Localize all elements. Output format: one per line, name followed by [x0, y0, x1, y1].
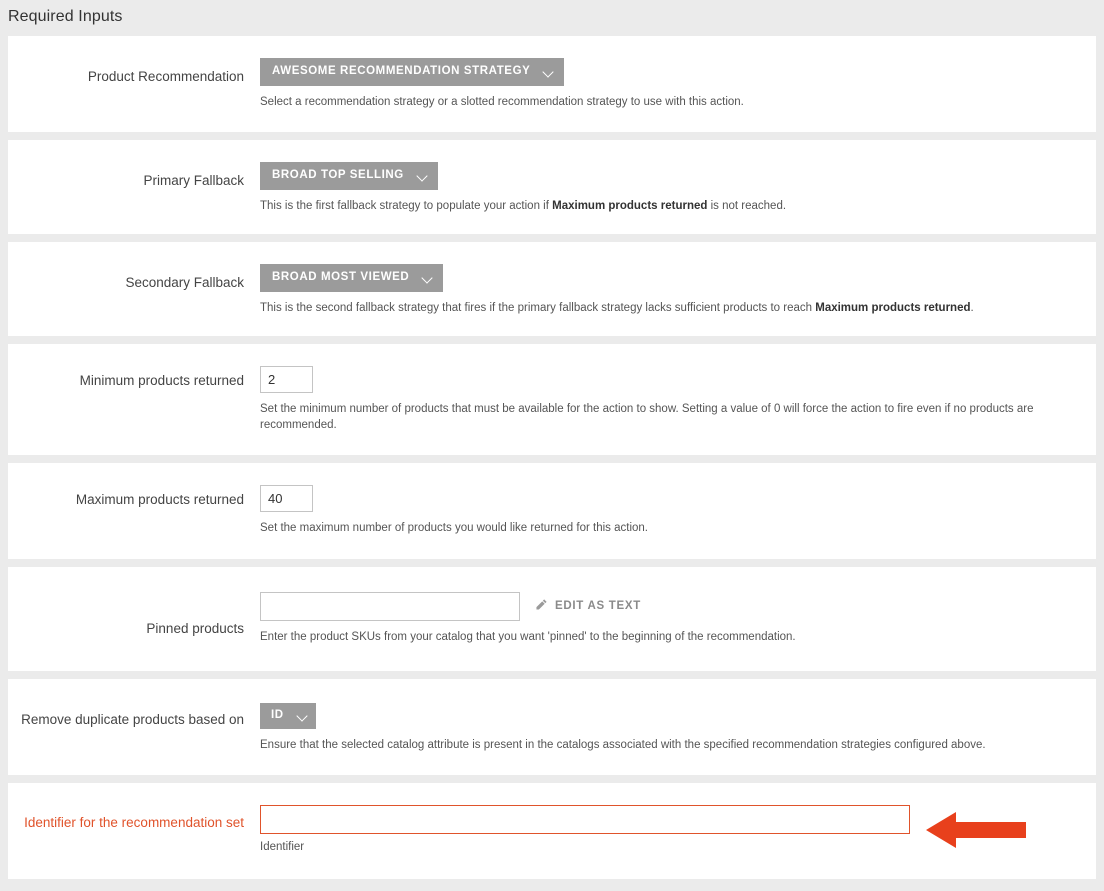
- primary-fallback-help: [260, 199, 1080, 215]
- primary-fallback-help-bold: Maximum products returned: [552, 199, 708, 212]
- chevron-down-icon: [298, 711, 308, 721]
- pinned-products-input[interactable]: [260, 592, 520, 621]
- chevron-down-icon: [418, 171, 428, 181]
- field-row-primary-fallback: [8, 140, 1096, 234]
- secondary-fallback-dropdown[interactable]: [260, 264, 443, 292]
- field-row-secondary-fallback: [8, 242, 1096, 336]
- primary-fallback-help-pre: This is the first fallback strategy to populate your action if: [260, 199, 553, 212]
- product-recommendation-help: Select a recommendation strategy or a slotted recommendation strategy to use with this action.: [260, 95, 744, 108]
- remove-duplicates-dropdown[interactable]: [260, 703, 316, 729]
- identifier-input[interactable]: [260, 805, 910, 834]
- field-row-remove-duplicates: [8, 679, 1096, 775]
- identifier-field: [260, 805, 1096, 853]
- primary-fallback-field: [260, 162, 1096, 214]
- primary-fallback-dropdown-value: BROAD TOP SELLING: [272, 169, 404, 182]
- maximum-products-input[interactable]: [260, 485, 313, 512]
- maximum-products-field: [260, 485, 1096, 537]
- chevron-down-icon: [423, 273, 433, 283]
- pinned-products-field: [260, 592, 1096, 646]
- secondary-fallback-help-post: .: [970, 301, 974, 314]
- maximum-products-help: Set the maximum number of products you would like returned for this action.: [260, 522, 648, 535]
- edit-as-text-label: EDIT AS TEXT: [555, 600, 641, 613]
- field-row-maximum-products: [8, 463, 1096, 559]
- product-recommendation-label: Product Recommendation: [87, 69, 244, 84]
- pencil-icon: [534, 598, 548, 615]
- field-row-identifier: [8, 783, 1096, 879]
- field-row-product-recommendation: [8, 36, 1096, 132]
- field-row-pinned-products: [8, 567, 1096, 672]
- secondary-fallback-help: [260, 301, 1080, 317]
- maximum-products-label: Maximum products returned: [75, 492, 244, 508]
- minimum-products-input[interactable]: [260, 366, 313, 393]
- minimum-products-field: [260, 366, 1096, 433]
- product-recommendation-dropdown[interactable]: [260, 58, 564, 86]
- remove-duplicates-help: Ensure that the selected catalog attribute is present in the catalogs associated with the specified recommendation strategies configured above.: [260, 738, 986, 751]
- minimum-products-help: Set the minimum number of products that must be available for the action to show. Setting a value of 0 will force the action to fire even if no products are recommended.: [260, 403, 1034, 431]
- edit-as-text-button[interactable]: [534, 598, 641, 615]
- identifier-hint: Identifier: [260, 841, 305, 854]
- remove-duplicates-label: Remove duplicate products based on: [21, 712, 244, 728]
- secondary-fallback-dropdown-value: BROAD MOST VIEWED: [272, 271, 410, 284]
- secondary-fallback-help-pre: This is the second fallback strategy that fires if the primary fallback strategy lacks sufficient products to reach: [260, 301, 816, 314]
- product-recommendation-dropdown-value: AWESOME RECOMMENDATION STRATEGY: [272, 65, 531, 77]
- chevron-down-icon: [544, 67, 554, 77]
- primary-fallback-help-post: is not reached.: [707, 199, 787, 212]
- field-row-minimum-products: [8, 344, 1096, 455]
- identifier-label: Identifier for the recommendation set: [24, 815, 244, 831]
- pinned-products-row: [260, 592, 1080, 621]
- secondary-fallback-label: Secondary Fallback: [125, 275, 244, 291]
- page-title: Required Inputs: [8, 8, 123, 25]
- secondary-fallback-field: [260, 264, 1096, 316]
- remove-duplicates-field: [260, 703, 1096, 753]
- remove-duplicates-dropdown-value: ID: [271, 709, 284, 722]
- pinned-products-help: Enter the product SKUs from your catalog that you want 'pinned' to the beginning of the recommendation.: [260, 630, 796, 643]
- minimum-products-label: Minimum products returned: [79, 373, 244, 389]
- product-recommendation-field: [260, 58, 1096, 110]
- primary-fallback-dropdown[interactable]: [260, 162, 438, 190]
- pinned-products-label: Pinned products: [146, 620, 244, 636]
- primary-fallback-label: Primary Fallback: [143, 173, 244, 189]
- secondary-fallback-help-bold: Maximum products returned: [815, 301, 971, 314]
